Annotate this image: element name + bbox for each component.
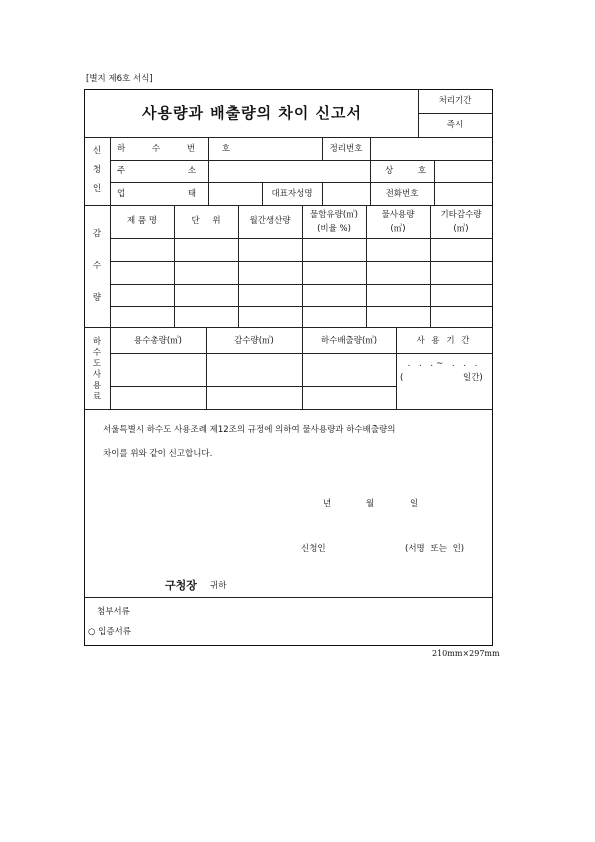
applicant-top-line xyxy=(84,137,493,138)
applicant-side-2: 청 xyxy=(92,165,102,175)
declaration-line-1: 서울특별시 하수도 사용조례 제12조의 규정에 의하여 물사용량과 하수배출량의 xyxy=(103,425,396,435)
applicant-row2-line xyxy=(110,182,493,183)
form-title: 사용량과 배출량의 차이 신고서 xyxy=(141,104,363,122)
applicant-bottom-line xyxy=(84,205,493,206)
reduction-col-4 xyxy=(366,205,367,327)
header-reduction-amount: 감수량(㎥) xyxy=(234,336,274,346)
applicant-r1-col-b xyxy=(370,137,371,160)
sewer-mid-line xyxy=(110,386,396,387)
applicant-r3-col-a xyxy=(262,182,263,205)
reduction-side-2: 수 xyxy=(92,261,102,271)
header-water-usage-unit: (㎥) xyxy=(390,224,406,234)
reg-no-label: 정리번호 xyxy=(329,144,363,154)
header-monthly-production: 월간생산량 xyxy=(249,216,291,226)
trade-name-label: 상 호 xyxy=(385,166,427,176)
reduction-side-3: 량 xyxy=(92,293,102,303)
business-type-label: 업 태 xyxy=(117,189,197,199)
sewer-side-3: 도 xyxy=(92,359,102,369)
recipient-title: 구청장 xyxy=(165,579,197,592)
reduction-col-3 xyxy=(302,205,303,327)
applicant-row1-line xyxy=(110,160,493,161)
reduction-side-1: 감 xyxy=(92,229,102,239)
sewer-side-6: 료 xyxy=(92,392,102,402)
applicant-sign-label: 신청인 xyxy=(301,544,326,554)
processing-label: 처리기간 xyxy=(438,96,472,106)
attachments-item: ○ 입증서류 xyxy=(88,627,131,637)
attachments-top-line xyxy=(84,597,493,598)
applicant-r3-col-b xyxy=(322,182,323,205)
reduction-col-2 xyxy=(238,205,239,327)
processing-value: 즉시 xyxy=(446,120,464,130)
header-water-usage: 물사용량 xyxy=(381,210,415,220)
frame-right xyxy=(492,89,493,646)
side-column-line xyxy=(110,137,111,409)
form-code: [별지 제6호 서식] xyxy=(86,74,153,84)
address-label: 주 소 xyxy=(117,166,197,176)
sewer-col-2 xyxy=(302,327,303,409)
usage-period-open: ( xyxy=(400,373,404,383)
frame-top xyxy=(84,89,493,90)
sewer-side-5: 용 xyxy=(92,381,102,391)
usage-period-dates: . . .~ . . . xyxy=(407,359,481,369)
applicant-side-1: 신 xyxy=(92,146,102,156)
date-year: 년 xyxy=(323,499,332,509)
paper-size: 210mm×297mm xyxy=(432,649,500,658)
reduction-col-1 xyxy=(174,205,175,327)
sewer-no-label: 하 수 번 호 xyxy=(117,144,242,154)
reduction-col-5 xyxy=(430,205,431,327)
header-usage-period: 사 용 기 간 xyxy=(416,336,472,346)
phone-label: 전화번호 xyxy=(385,189,419,199)
sewer-side-2: 수 xyxy=(92,348,102,358)
attachments-label: 첨부서류 xyxy=(97,607,130,617)
reduction-bottom-line xyxy=(84,327,493,328)
sign-or-seal-label: (서명 또는 인) xyxy=(405,544,465,554)
sewer-col-1 xyxy=(206,327,207,409)
applicant-side-3: 인 xyxy=(92,184,102,194)
frame-bottom xyxy=(84,645,493,646)
header-unit: 단 위 xyxy=(191,216,221,226)
sewer-col-3 xyxy=(396,327,397,409)
date-month: 월 xyxy=(366,499,375,509)
header-water-content-ratio: (비율 %) xyxy=(317,224,351,234)
sewer-side-1: 하 xyxy=(92,337,102,347)
header-product-name: 제 품 명 xyxy=(126,216,158,226)
frame-left xyxy=(84,89,85,646)
header-other-reduction-unit: (㎥) xyxy=(453,224,469,234)
header-total-water: 용수총량(㎥) xyxy=(134,336,182,346)
applicant-r23-col-b xyxy=(370,160,371,205)
processing-mid-line xyxy=(418,113,492,114)
declaration-line-2: 차이를 위와 같이 신고합니다. xyxy=(103,449,213,459)
usage-period-days: 일간) xyxy=(463,373,483,383)
header-sewage-discharge: 하수배출량(㎥) xyxy=(320,336,378,346)
sewer-bottom-line xyxy=(84,409,493,410)
recipient-suffix: 귀하 xyxy=(210,581,227,591)
applicant-r23-col-c xyxy=(434,160,435,205)
header-other-reduction: 기타감수량 xyxy=(440,210,482,220)
applicant-r1-col-a xyxy=(322,137,323,160)
header-water-content: 물함유량(㎥) xyxy=(310,210,358,220)
representative-label: 대표자성명 xyxy=(271,189,313,199)
date-day: 일 xyxy=(410,499,419,509)
sewer-side-4: 사 xyxy=(92,370,102,380)
